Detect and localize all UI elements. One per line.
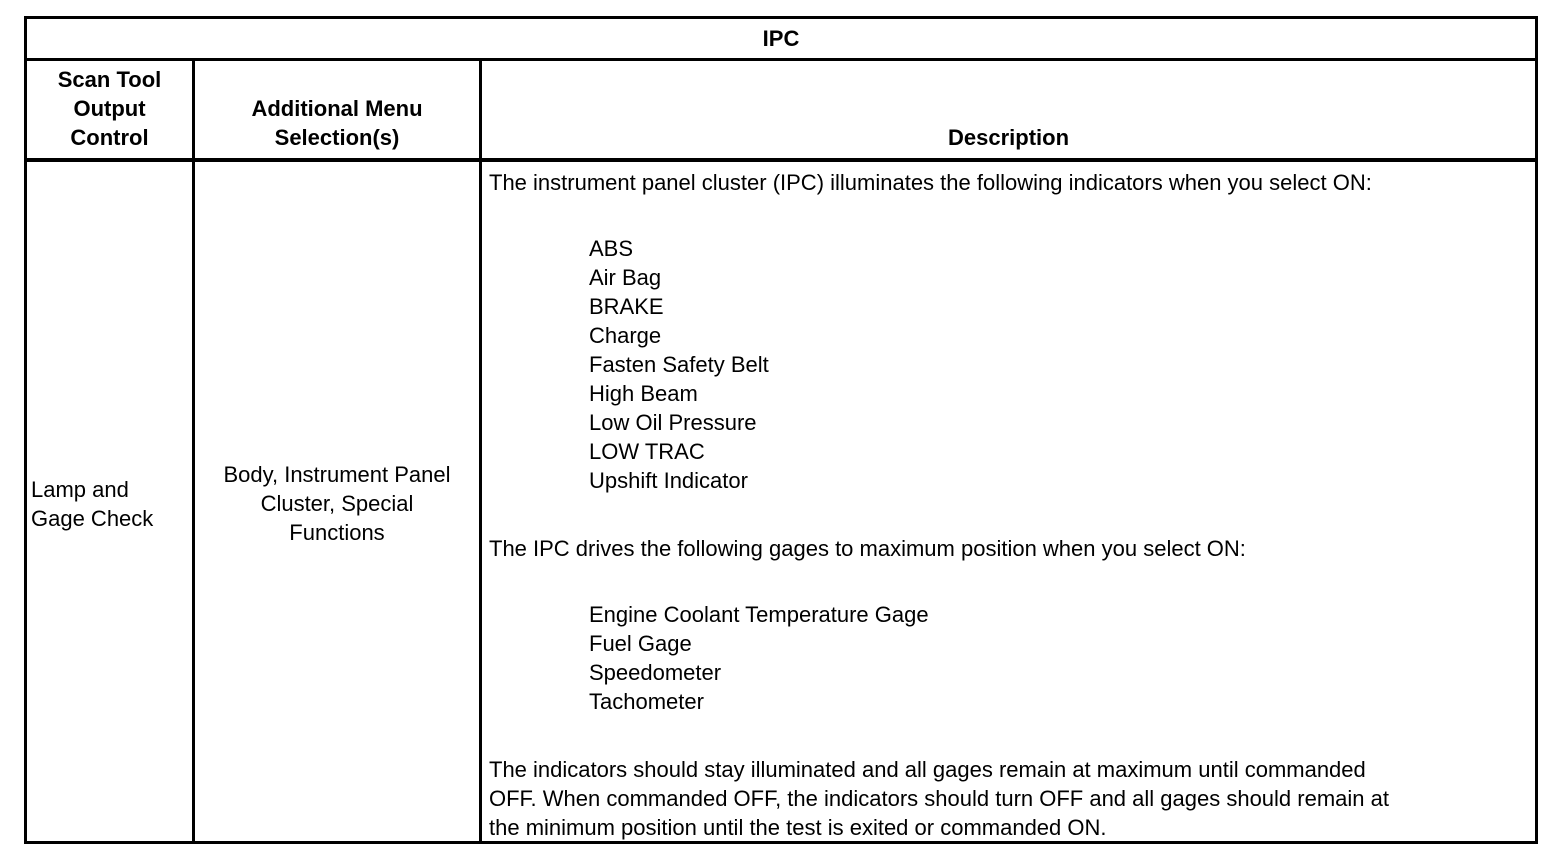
table-title: IPC <box>27 19 1535 61</box>
list-item: Air Bag <box>589 265 662 290</box>
list-item: Charge <box>589 323 662 348</box>
list-item: Upshift Indicator <box>589 468 748 493</box>
gage-list <box>489 600 1527 716</box>
table-row <box>27 162 1535 841</box>
list-item: Engine Coolant Temperature Gage <box>589 602 929 627</box>
menu-selection-line: Functions <box>289 520 385 545</box>
header-col1-line: Output <box>73 96 146 121</box>
output-control-line: Gage Check <box>31 506 154 531</box>
header-scan-tool-output-control <box>27 61 195 158</box>
closing-line: The indicators should stay illuminated and all gages remain at maximum until commanded <box>489 757 1366 782</box>
list-item: High Beam <box>589 381 698 406</box>
output-control-line: Lamp and <box>31 477 129 502</box>
header-col3-label: Description <box>947 125 1070 150</box>
header-col1-line: Scan Tool <box>57 67 162 92</box>
list-item: Tachometer <box>589 689 704 714</box>
ipc-table <box>24 16 1538 844</box>
menu-selection-line: Cluster, Special <box>260 491 414 516</box>
indicator-list <box>489 234 1527 495</box>
menu-selection-line: Body, Instrument Panel <box>223 462 451 487</box>
header-col2-line: Selection(s) <box>274 125 400 150</box>
gages-intro: The IPC drives the following gages to maximum position when you select ON: <box>489 536 1246 561</box>
header-col1-line: Control <box>70 125 149 150</box>
closing-line: the minimum position until the test is exited or commanded ON. <box>489 815 1107 840</box>
cell-menu-selection <box>195 162 482 841</box>
closing-line: OFF. When commanded OFF, the indicators should turn OFF and all gages should remain at <box>489 786 1389 811</box>
list-item: Fasten Safety Belt <box>589 352 769 377</box>
list-item: Speedometer <box>589 660 722 685</box>
list-item: LOW TRAC <box>589 439 705 464</box>
list-item: BRAKE <box>589 294 664 319</box>
closing-paragraph <box>489 755 1527 842</box>
indicators-intro: The instrument panel cluster (IPC) illuminates the following indicators when you select ON: <box>489 170 1372 195</box>
header-col2-line: Additional Menu <box>251 96 423 121</box>
cell-description <box>482 162 1535 841</box>
list-item: ABS <box>589 236 634 261</box>
list-item: Fuel Gage <box>589 631 692 656</box>
header-description <box>482 61 1535 158</box>
list-item: Low Oil Pressure <box>589 410 757 435</box>
cell-output-control <box>27 162 195 841</box>
header-additional-menu-selections <box>195 61 482 158</box>
header-row <box>27 61 1535 162</box>
